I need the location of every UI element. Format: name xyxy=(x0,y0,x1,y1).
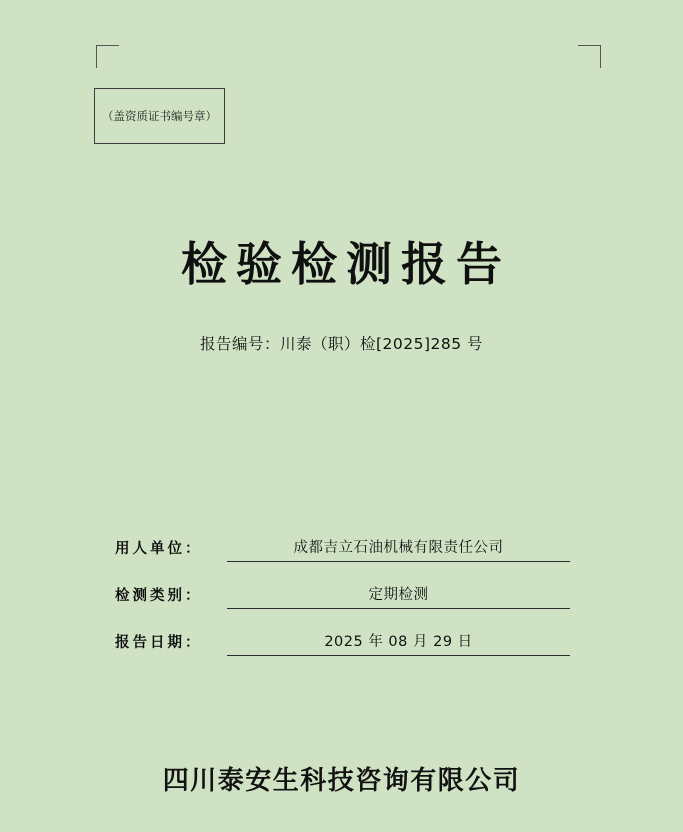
qualification-seal-label: （盖资质证书编号章） xyxy=(102,109,217,123)
field-row-inspection-type xyxy=(115,562,570,609)
crop-mark-top-left-icon xyxy=(96,45,119,68)
cover-fields xyxy=(115,515,570,656)
crop-mark-top-right-icon xyxy=(578,45,601,68)
qualification-seal-box xyxy=(94,88,225,144)
field-label-employer: 用人单位： xyxy=(115,541,203,557)
field-value-inspection-type: 定期检测 xyxy=(227,583,570,609)
page-title: 检验检测报告 xyxy=(181,237,511,291)
field-row-employer xyxy=(115,515,570,562)
field-value-employer: 成都吉立石油机械有限责任公司 xyxy=(227,536,570,562)
report-number: 报告编号：川泰（职）检[2025]285 号 xyxy=(199,335,484,353)
field-label-report-date: 报告日期： xyxy=(115,635,203,651)
field-value-report-date: 2025 年 08 月 29 日 xyxy=(227,630,570,656)
issuing-company-name: 四川泰安生科技咨询有限公司 xyxy=(162,766,521,796)
field-label-inspection-type: 检测类别： xyxy=(115,588,203,604)
field-row-report-date xyxy=(115,609,570,656)
